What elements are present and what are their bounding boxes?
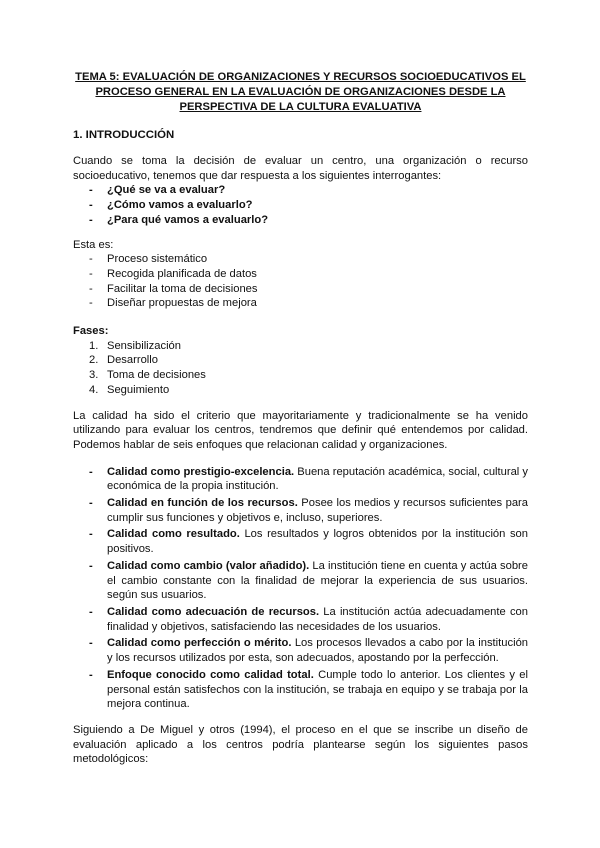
dash-bullet: - bbox=[89, 668, 93, 681]
section-heading: 1. INTRODUCCIÓN bbox=[73, 129, 175, 141]
dash-bullet: - bbox=[89, 559, 93, 572]
list-number: 1. bbox=[89, 339, 99, 352]
final-paragraph: Siguiendo a De Miguel y otros (1994), el proceso en el que se inscribe un diseño de evaluación aplicado a los centros podría plantearse según los siguientes pasos metodológicos: bbox=[73, 723, 528, 766]
approach-item bbox=[73, 465, 528, 494]
dash-bullet: - bbox=[89, 637, 93, 650]
list-item: - Proceso sistemático bbox=[89, 253, 208, 266]
fases-list bbox=[73, 339, 528, 398]
calidad-paragraph: La calidad ha sido el criterio que mayoritariamente y tradicionalmente se ha venido utilizando para evaluar los centros, tendremos que definir qué entendemos por calidad. Podemos hablar de seis enfoques que relacionan calidad y organizaciones. bbox=[73, 409, 528, 451]
approaches-list bbox=[73, 465, 528, 712]
list-item: - Recogida planificada de datos bbox=[89, 267, 257, 280]
approach-item bbox=[73, 668, 528, 712]
list-number: 2. bbox=[89, 354, 99, 367]
fases-label: Fases: bbox=[73, 325, 109, 338]
list-number: 4. bbox=[89, 383, 99, 396]
dash-bullet: - bbox=[89, 253, 93, 266]
dash-bullet: - bbox=[89, 497, 93, 510]
list-item: 3. Toma de decisiones bbox=[89, 369, 206, 382]
intro-paragraph: Cuando se toma la decisión de evaluar un centro, una organización o recurso socioeducativo, tenemos que dar respuesta a los siguientes interrogantes: bbox=[73, 155, 528, 182]
dash-bullet: - bbox=[89, 297, 93, 310]
approach-term: Calidad como cambio (valor añadido). bbox=[107, 559, 310, 572]
approach-item bbox=[73, 559, 528, 603]
list-item: - ¿Cómo vamos a evaluarlo? bbox=[89, 199, 253, 212]
title-line: PERSPECTIVA DE LA CULTURA EVALUATIVA bbox=[179, 101, 422, 113]
document-page bbox=[73, 70, 528, 767]
approach-desc: Buena reputación académica, social, cultural y económica de la propia institución. bbox=[107, 465, 529, 493]
approach-item bbox=[73, 496, 528, 525]
esta-label: Esta es: bbox=[73, 238, 114, 251]
approach-term: Enfoque conocido como calidad total. bbox=[107, 668, 314, 681]
approach-desc: Cumple todo lo anterior. Los clientes y el personal están satisfechos con la institución, se trabaja en equipo y se trabaja por la mejora continua. bbox=[107, 668, 528, 711]
approach-term: Calidad como perfección o mérito. bbox=[107, 637, 292, 650]
approach-item bbox=[73, 636, 528, 665]
approach-term: Calidad como resultado. bbox=[107, 528, 240, 541]
list-item: - Diseñar propuestas de mejora bbox=[89, 297, 257, 310]
dash-bullet: - bbox=[89, 465, 93, 478]
approach-term: Calidad como adecuación de recursos. bbox=[107, 605, 320, 618]
dash-bullet: - bbox=[89, 605, 93, 618]
title-line: PROCESO GENERAL EN LA EVALUACIÓN DE ORGANIZACIONES DESDE LA bbox=[95, 86, 506, 98]
list-item: - Facilitar la toma de decisiones bbox=[89, 282, 258, 295]
questions-list bbox=[73, 183, 528, 227]
approach-term: Calidad como prestigio-excelencia. bbox=[107, 465, 295, 478]
approach-item bbox=[73, 605, 528, 634]
dash-bullet: - bbox=[89, 282, 93, 295]
dash-bullet: - bbox=[89, 199, 93, 212]
document-title bbox=[73, 70, 528, 115]
list-item: 1. Sensibilización bbox=[89, 339, 182, 352]
approach-term: Calidad en función de los recursos. bbox=[107, 497, 298, 510]
approach-desc: La institución actúa adecuadamente con finalidad y objetivos, satisfaciendo las necesidades de los usuarios. bbox=[107, 605, 528, 633]
list-number: 3. bbox=[89, 369, 99, 382]
list-item: - ¿Qué se va a evaluar? bbox=[89, 184, 226, 197]
list-item: 4. Seguimiento bbox=[89, 383, 170, 396]
list-item: - ¿Para qué vamos a evaluarlo? bbox=[89, 213, 269, 226]
approach-desc: Posee los medios y recursos suficientes para cumplir sus funciones y objetivos e, incluso, superiores. bbox=[107, 497, 528, 524]
dash-bullet: - bbox=[89, 184, 93, 197]
approach-item bbox=[73, 527, 528, 556]
title-line: TEMA 5: EVALUACIÓN DE ORGANIZACIONES Y RECURSOS SOCIOEDUCATIVOS EL bbox=[75, 71, 526, 83]
approach-desc: Los resultados y logros obtenidos por la institución son positivos. bbox=[107, 528, 528, 556]
dash-bullet: - bbox=[89, 213, 93, 226]
list-item: 2. Desarrollo bbox=[89, 354, 158, 367]
approach-desc: La institución tiene en cuenta y actúa sobre el cambio constante con la finalidad de mejorar la experiencia de sus usuarios. según sus usuarios. bbox=[107, 559, 528, 602]
dash-bullet: - bbox=[89, 267, 93, 280]
approach-desc: Los procesos llevados a cabo por la institución y los recursos utilizados por esta, son adecuados, apostando por la perfección. bbox=[107, 637, 529, 665]
esta-list bbox=[73, 252, 528, 311]
dash-bullet: - bbox=[89, 528, 93, 541]
